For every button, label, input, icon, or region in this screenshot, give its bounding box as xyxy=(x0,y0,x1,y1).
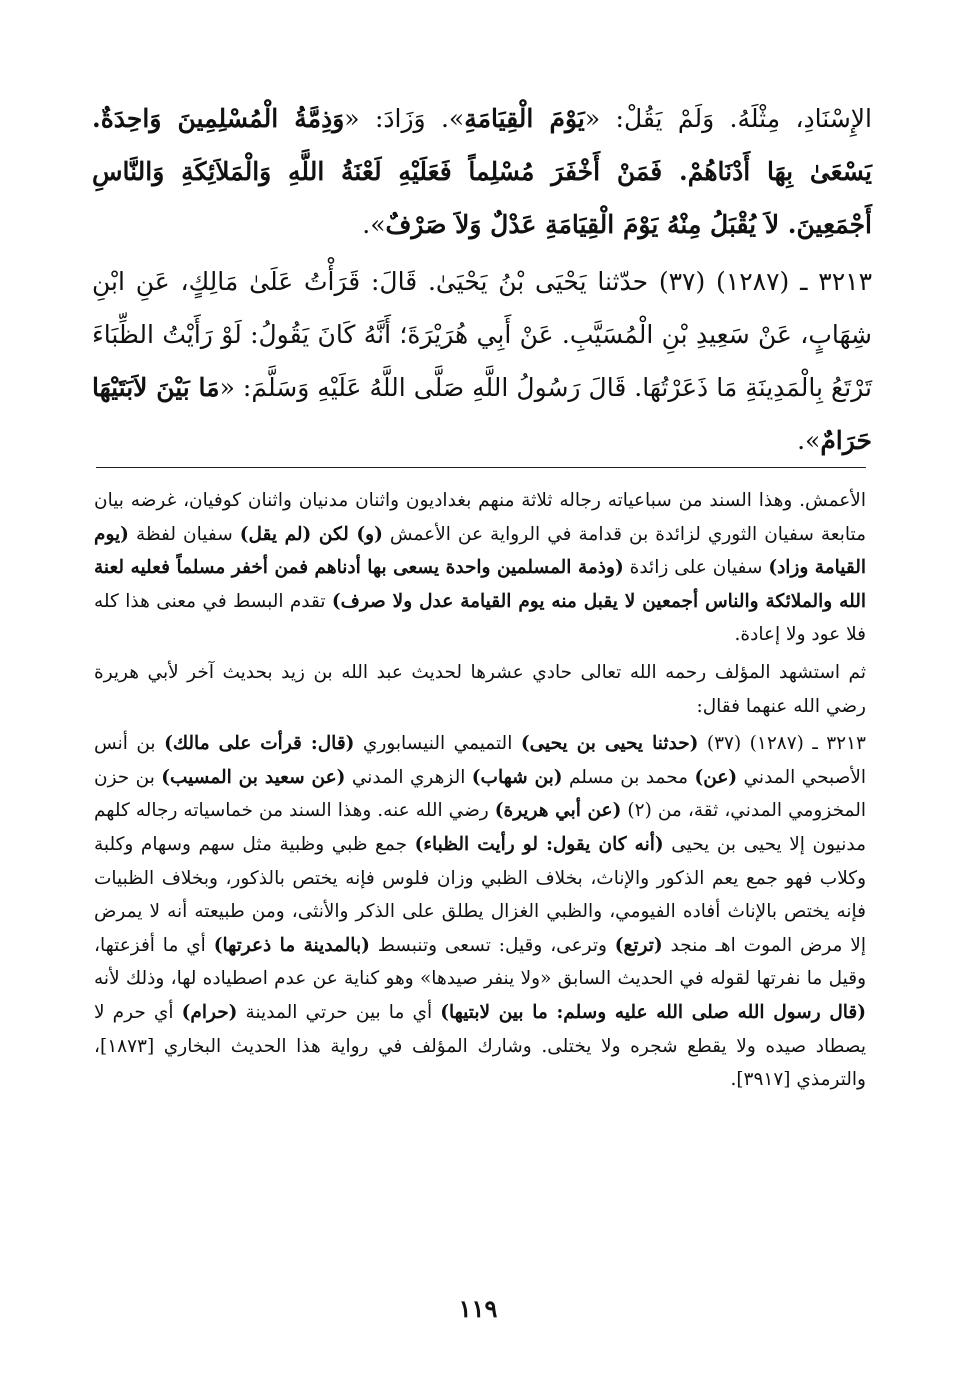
section-divider xyxy=(96,467,866,468)
commentary-paragraph-1 xyxy=(94,484,866,652)
text-run: التميمي النيسابوري xyxy=(354,733,521,755)
text-run: الإِسْنَادِ، مِثْلَهُ. وَلَمْ يَقُلْ: « xyxy=(584,104,872,133)
commentary-paragraph-2: ثم استشهد المؤلف رحمه الله تعالى حادي عشرها لحديث عبد الله بن زيد بحديث آخر لأبي هريرة رضي الله عنهما فقال: xyxy=(94,661,866,717)
text-run: ». xyxy=(797,426,821,455)
text-run: بن أنس الأصبحي المدني xyxy=(94,733,867,788)
bold-text-run: (وذمة المسلمين واحدة يسعى بها أدناهم فمن أخفر مسلماً فعليه لعنة الله والملائكة والناس أجمعين لا يقبل منه يوم القيامة عدل ولا صرف) xyxy=(94,557,866,612)
text-run: رضي الله عنه. وهذا السند من خماسياته رجاله كلهم مدنيون إلا يحيى بن يحيى xyxy=(94,800,866,855)
text-run: ٣٢١٣ ـ (١٢٨٧) (٣٧) xyxy=(698,733,866,755)
text-run: بن حزن المخزومي المدني، ثقة، من (٢) xyxy=(94,766,866,822)
text-run: ». وَزَادَ: « xyxy=(344,104,465,133)
bold-text-run: (يوم القيامة وزاد) xyxy=(94,523,866,579)
bold-text-run: وَذِمَّةُ الْمُسْلِمِينَ وَاحِدَةٌ. يَسْعَىٰ بِهَا أَدْنَاهُمْ. فَمَنْ أَخْفَرَ مُسْلِماً فَعَلَيْهِ لَعْنَةُ اللَّهِ وَالْمَلاَئِكَةِ وَالنَّاسِ أَجْمَعِينَ. لاَ يُقْبَلُ مِنْهُ يَوْمَ الْقِيَامَةِ عَدْلٌ وَلاَ صَرْفٌ xyxy=(92,104,872,239)
hadith-text xyxy=(92,92,872,467)
text-run: الأعمش. وهذا السند من سباعياته رجاله ثلاثة منهم بغداديون واثنان مدنيان واثنان كوفيان، غرضه بيان متابعة سفيان الثوري لزائدة بن قدامة في الرواية عن الأعمش xyxy=(94,490,867,545)
commentary-paragraph-3 xyxy=(94,727,866,1097)
bold-text-run: (عن) xyxy=(694,766,738,788)
bold-text-run: يَوْمَ الْقِيَامَةِ xyxy=(464,104,585,133)
text-run: الزهري المدني xyxy=(345,766,472,788)
text-run: ». xyxy=(362,210,386,239)
bold-text-run: (قال: قرأت على مالك) xyxy=(164,733,355,755)
bold-text-run: (و) لكن (لم يقل) xyxy=(239,523,383,545)
page-number: ١١٩ xyxy=(458,1294,498,1323)
hadith-paragraph-2 xyxy=(92,255,872,467)
bold-text-run: (قال رسول الله صلى الله عليه وسلم: ما بين لابتيها) xyxy=(440,1001,866,1023)
bold-text-run: (حرام) xyxy=(181,1001,238,1023)
text-run: وترعى، وقيل: تسعى وتنبسط xyxy=(369,934,615,956)
text-run: أي ما أفزعتها، وقيل ما نفرتها لقوله في الحديث السابق «ولا ينفر صيدها» وهو كناية عن عدم اصطياده لها، وذلك لأنه xyxy=(94,934,866,990)
text-run: تقدم البسط في معنى هذا كله فلا عود ولا إعادة. xyxy=(94,590,866,646)
bold-text-run: (بالمدينة ما ذعرتها) xyxy=(213,934,370,956)
text-run: أي ما بين حرتي المدينة xyxy=(237,1001,441,1023)
text-run: سفيان لفظة xyxy=(128,523,240,545)
bold-text-run: (عن أبي هريرة) xyxy=(494,800,622,822)
hadith-paragraph-1 xyxy=(92,92,872,251)
text-run: أي حرم لا يصطاد صيده ولا يقطع شجره ولا يختلى. وشارك المؤلف في رواية هذا الحديث البخاري [١٨٧٣]، والترمذي [٣٩١٧]. xyxy=(94,1001,866,1091)
bold-text-run: (بن شهاب) xyxy=(471,766,563,788)
text-run: سفيان على زائدة xyxy=(623,557,769,579)
text-run: ٣٢١٣ ـ (١٢٨٧) (٣٧) حدّثنا يَحْيَى بْنُ يَحْيَىٰ. قَالَ: قَرَأْتُ عَلَىٰ مَالِكٍ، عَنِ ابْنِ شِهَابٍ، عَنْ سَعِيدِ بْنِ الْمُسَيَّبِ. عَنْ أَبِي هُرَيْرَةَ؛ أَنَّهُ كَانَ يَقُولُ: لَوْ رَأَيْتُ الظِّبَاءَ تَرْتَعُ بِالْمَدِينَةِ مَا ذَعَرْتُهَا. قَالَ رَسُولُ اللَّهِ صَلَّى اللَّهُ عَلَيْهِ وَسَلَّمَ: « xyxy=(92,267,872,402)
text-run: محمد بن مسلم xyxy=(562,766,695,788)
bold-text-run: مَا بَيْنَ لاَبَتَيْهَا حَرَامٌ xyxy=(92,373,872,455)
bold-text-run: (أنه كان يقول: لو رأيت الظباء) xyxy=(414,833,664,855)
text-run: جمع ظبي وظبية مثل سهم وسهام وكلبة وكلاب فهو جمع يعم الذكور والإناث، بخلاف الظبي وزان فلوس فإنه يختص بالذكور، وبخلاف الظبيات فإنه يختص بالإناث أفاده الفيومي، والظبي الغزال يطلق على الذكر والأنثى، ومن طبيعته أنه لا يمرض إلا مرض الموت اهـ منجد xyxy=(94,833,866,956)
commentary-text xyxy=(94,484,866,1097)
bold-text-run: (عن سعيد بن المسيب) xyxy=(161,766,346,788)
bold-text-run: (ترتع) xyxy=(614,934,663,956)
bold-text-run: (حدثنا يحيى بن يحيى) xyxy=(520,733,699,755)
